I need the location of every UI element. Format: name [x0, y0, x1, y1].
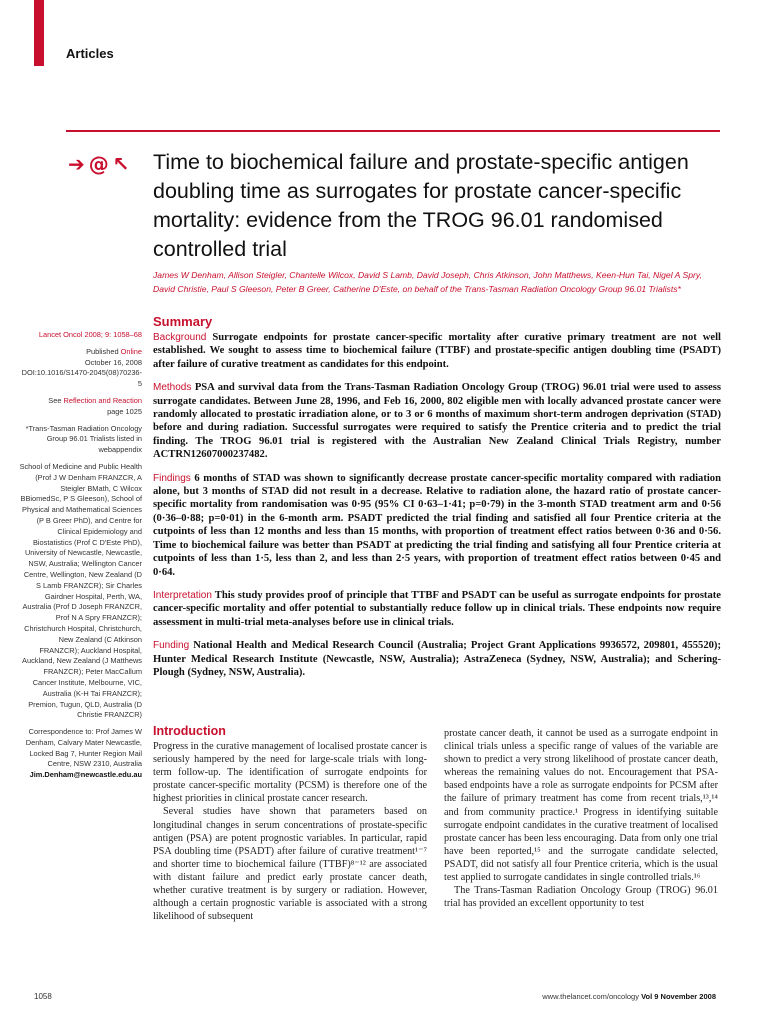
arrow-icon[interactable]: ➔	[68, 152, 85, 176]
at-icon[interactable]: @	[88, 152, 109, 176]
funding-label: Funding	[153, 640, 190, 652]
title-rule	[66, 130, 720, 132]
cursor-icon[interactable]: ↖	[112, 152, 130, 176]
intro-paragraph-2: Several studies have shown that parameters based on longitudinal changes in serum concentrations of prostate-specific antigen (PSA) are potent prognostic variables. In particular, rapid PSA doubling time (PSADT) after failure of curative treatment¹⁻⁷ and shorter time to biochemical failure (TTBF)⁸⁻¹² are associated with distant failure and predict early prostate cancer death, whether curative treatment is by surgery or radiation. However, although a certain prognostic variable is associated with a strong likelihood of subsequent	[153, 806, 427, 923]
published-prefix: Published	[86, 346, 121, 356]
abstract	[153, 331, 721, 689]
journal-volume: Vol 9	[641, 992, 659, 1001]
reflection-link[interactable]: Reflection and Reaction	[63, 395, 142, 405]
funding-text: National Health and Medical Research Council (Australia; Project Grant Applications 9936572, 209801, 455520); Hunter Medical Research Institute (Newcastle, NSW, Australia); AstraZeneca (Sydney, NSW, Australia); and Schering-Plough (Sydney, NSW, Australia).	[153, 640, 721, 678]
findings-paragraph	[153, 472, 721, 579]
methods-paragraph	[153, 381, 721, 461]
intro-paragraph-3: prostate cancer death, it cannot be used as a surrogate endpoint in clinical trials unless a specific range of values of the variable are shown to predict a very strong likelihood of prostate cancer death, whereas the remaining values do not. Encouragement that PSA-based endpoints have a role as surrogate endpoints for PCSM after the failure of primary treatment has come from recent trials,¹³,¹⁴ and from community practice.¹ Progress in identifying suitable surrogate endpoint candidates in the curative treatment of localised prostate cancer has been less encouraging. Data from only one trial have been reported,¹⁵ and the surrogate candidate selected, PSADT, did not satisfy all four Prentice criteria, which is the usual test applied to surrogate candidates in single controlled trials.¹⁶	[444, 728, 718, 884]
methods-text: PSA and survival data from the Trans-Tasman Radiation Oncology Group (TROG) 96.01 trial were used to assess surrogate candidates. Between June 28, 1996, and Feb 16, 2000, 802 eligible men with locally advanced prostate cancer were randomly allocated to prostatic irradiation alone, or to 3 or 6 months of maximum short-term androgen deprivation (STAD) before and during radiation. Successful surrogates were required to satisfy the Prentice criteria and to predict the trial finding. The TROG 96.01 trial is registered with the Australian New Zealand Clinical Trials Registry, number ACTRN12607000237482.	[153, 382, 721, 461]
background-text: Surrogate endpoints for prostate cancer-specific mortality after curative primary treatment are not well established. We sought to assess time to biochemical failure (TTBF) and prostate-specific antigen doubling time (PSADT) after failure of curative treatment as candidates for this endpoint.	[153, 332, 721, 370]
findings-label: Findings	[153, 472, 191, 484]
body-column-right	[444, 727, 718, 910]
journal-date: November 2008	[660, 992, 716, 1001]
affiliations: School of Medicine and Public Health (Prof J W Denham FRANZCR, A Steigler BMath, C Wilcox BBiomedSc, P S Gleeson), School of Physical and Mathematical Sciences (P B Greer PhD), and Centre for Clinical Epidemiology and Biostatistics (Prof C D'Este PhD), University of Newcastle, Newcastle, NSW, Australia; Wellington Cancer Centre, Wellington, New Zealand (D S Lamb FRANZCR); Sir Charles Gairdner Hospital, Perth, WA, Australia (Prof D Joseph FRANZCR, Prof N A Spry FRANZCR); Christchurch Hospital, Christchurch, New Zealand (C Atkinson FRANZCR); Auckland Hospital, Auckland, New Zealand (J Matthews FRANZCR); Peter MacCallum Cancer Institute, Melbourne, VIC, Australia (K-H Tai FRANZCR); Premion, Tugun, QLD, Australia (D Christie FRANZCR)	[19, 461, 142, 720]
journal-site[interactable]: www.thelancet.com/oncology	[542, 992, 639, 1001]
article-title: Time to biochemical failure and prostate-specific antigen doubling time as surrogates for prostate cancer-specific mortality: evidence from the TROG 96.01 randomised controlled trial	[153, 150, 689, 261]
correspondence: Correspondence to: Prof James W Denham, Calvary Mater Newcastle, Locked Bag 7, Hunter Region Mail Centre, NSW 2310, Australia	[25, 727, 142, 769]
interpretation-paragraph	[153, 589, 721, 629]
interpretation-text: This study provides proof of principle that TTBF and PSADT can be useful as surrogate endpoints for prostate cancer-specific mortality and offer potential to substantially reduce follow up in clinical trials. These endpoints now require assessment in multi-trial meta-analyses before use in clinical trials.	[153, 589, 721, 628]
online-link[interactable]: Online	[120, 346, 142, 356]
sidebar	[18, 330, 142, 787]
trialists-note: *Trans-Tasman Radiation Oncology Group 96.01 Trialists listed in webappendix	[25, 423, 142, 455]
author-list: James W Denham, Allison Steigler, Chantelle Wilcox, David S Lamb, David Joseph, Chris Atkinson, John Matthews, Keen-Hun Tai, Nigel A Spry, David Christie, Paul S Gleeson, Peter B Greer, Catherine D'Este, on behalf of the Trans-Tasman Radiation Oncology Group 96.01 Trialists*	[153, 270, 702, 294]
article-icons	[68, 152, 130, 176]
page-number: 1058	[34, 992, 52, 1001]
journal-footer	[542, 992, 716, 1001]
intro-paragraph-4: The Trans-Tasman Radiation Oncology Group (TROG) 96.01 trial has provided an excellent opportunity to test	[444, 885, 718, 910]
methods-label: Methods	[153, 382, 192, 394]
see-prefix: See	[48, 395, 64, 405]
findings-text: 6 months of STAD was shown to significantly decrease prostate cancer-specific mortality compared with radiation alone, but 3 months of STAD did not result in a decrease. Relative to radiation alone, the hazard ratio of prostate cancer-specific mortality from randomisation was 0·95 (95% CI 0·63–1·41; p=0·79) in the 3-month STAD treatment arm and 0·56 (0·36–0·88; p=0·01) in the 6-month arm. PSADT predicted the trial finding and satisfied all four Prentice criteria at the cutpoints of less than 12 months and less than 15 months, with proportion of treatment effect ratios between 0·36 and 0·56. Time to biochemical failure was better than PSADT at predicting the trial finding and satisfying all four Prentice criteria at cutpoints of less than 1·5, less than 2, and less than 2·5 years, with proportion of treatment effect ratios between 0·45 and 0·64.	[153, 472, 721, 578]
email-link[interactable]: Jim.Denham@newcastle.edu.au	[29, 770, 142, 780]
summary-heading: Summary	[153, 314, 213, 329]
red-header-bar	[34, 0, 44, 66]
introduction-heading: Introduction	[153, 724, 226, 738]
funding-paragraph	[153, 639, 721, 679]
citation: Lancet Oncol 2008; 9: 1058–68	[38, 330, 142, 339]
background-paragraph	[153, 331, 721, 371]
intro-paragraph-1: Progress in the curative management of localised prostate cancer is seriously hampered by the need for large-scale trials with long-term follow-up. The identification of surrogate endpoints for prostate cancer-specific mortality (PCSM) is therefore one of the highest priorities in clinical prostate cancer research.	[153, 741, 427, 805]
publication-info: October 16, 2008 DOI:10.1016/S1470-2045(08)70236-5	[21, 357, 142, 389]
body-column-left	[153, 740, 427, 923]
interpretation-label: Interpretation	[153, 589, 212, 601]
background-label: Background	[153, 332, 207, 343]
section-label: Articles	[66, 46, 114, 61]
see-page: page 1025	[107, 406, 142, 416]
